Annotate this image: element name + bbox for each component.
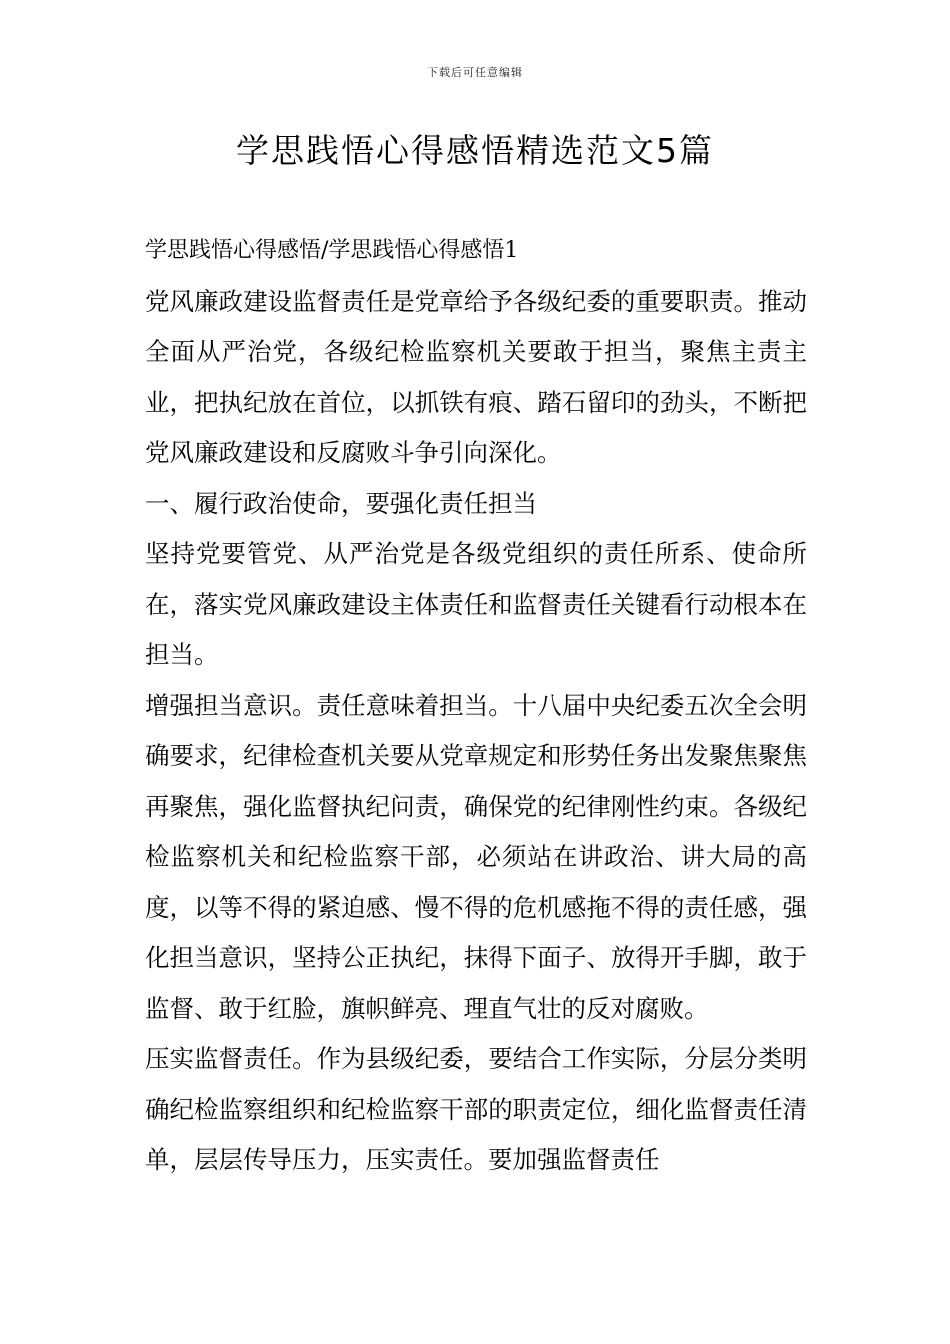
paragraph-intro: 党风廉政建设监督责任是党章给予各级纪委的重要职责。推动全面从严治党，各级纪检监察机关要敢于担当，聚焦主责主业，把执纪放在首位，以抓铁有痕、踏石留印的劲头，不断把党风廉政建设和反腐败斗争引向深化。 bbox=[145, 286, 807, 467]
document-body bbox=[145, 226, 807, 1186]
paragraph-awareness: 增强担当意识。责任意味着担当。十八届中央纪委五次全会明确要求，纪律检查机关要从党章规定和形势任务出发聚焦聚焦再聚焦，强化监督执纪问责，确保党的纪律刚性约束。各级纪检监察机关和纪检监察干部，必须站在讲政治、讲大局的高度，以等不得的紧迫感、慢不得的危机感拖不得的责任感，强化担当意识，坚持公正执纪，抹得下面子、放得开手脚，敢于监督、敢于红脸，旗帜鲜亮、理直气壮的反对腐败。 bbox=[145, 690, 807, 1023]
paragraph-supervision: 压实监督责任。作为县级纪委，要结合工作实际，分层分类明确纪检监察组织和纪检监察干部的职责定位，细化监督责任清单，层层传导压力，压实责任。要加强监督责任 bbox=[145, 1044, 807, 1174]
document-subtitle: 学思践悟心得感悟/学思践悟心得感悟1 bbox=[145, 238, 519, 263]
header-note: 下载后可任意编辑 bbox=[427, 66, 523, 79]
document-title: 学思践悟心得感悟精选范文5篇 bbox=[236, 131, 714, 170]
section-heading-1: 一、履行政治使命，要强化责任担当 bbox=[145, 488, 537, 518]
paragraph-responsibility: 坚持党要管党、从严治党是各级党组织的责任所系、使命所在，落实党风廉政建设主体责任和监督责任关键看行动根本在担当。 bbox=[145, 539, 807, 669]
